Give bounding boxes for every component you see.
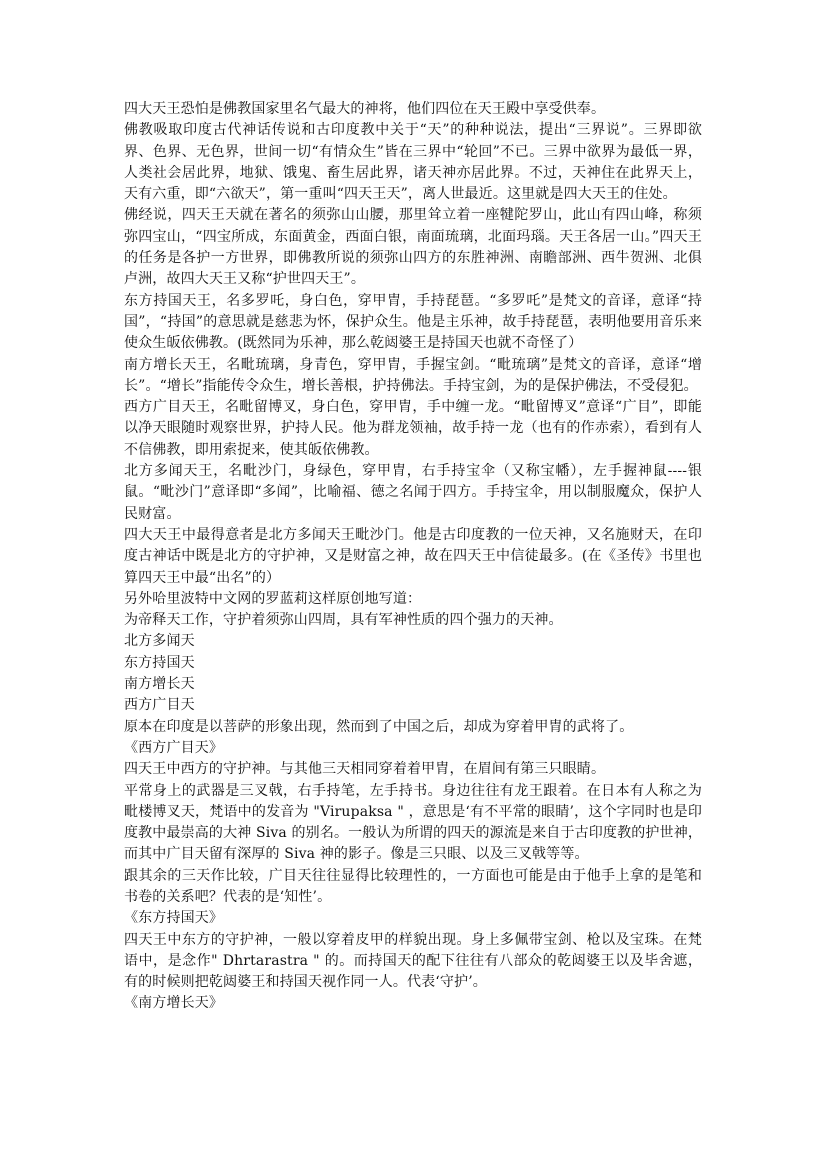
list-item-south: 南方增长天 [124,676,195,693]
origin-paragraph: 原本在印度是以菩萨的形象出现，然而到了中国之后，却成为穿着甲胄的武将了。 [124,718,634,735]
west-weapon-paragraph: 平常身上的武器是三叉戟，右手持笔，左手持书。身边往往有龙王跟着。在日本有人称之为毗楼博叉天，梵语中的发音为 "Virupaksa " ，意思是‘有不平常的眼睛’，这个字同时也是印度教中最崇高的大神 Siva 的别名。一般认为所谓的四天的源流是来自于古印度教的护世神，而其中广目天留有深厚的 Siva 神的影子。像是三只眼、以及三叉戟等等。 [124,782,702,863]
west-desc-paragraph: 四天王中西方的守护神。与其他三天相同穿着着甲胄，在眉间有第三只眼睛。 [124,761,606,778]
intro-paragraph: 四大天王恐怕是佛教国家里名气最大的神将，他们四位在天王殿中享受供奉。 [124,101,606,117]
quote-intro-paragraph: 另外哈里波特中文网的罗蓝莉这样原创地写道： [124,590,422,607]
west-heading: 《西方广目天》 [124,739,224,756]
three-realms-paragraph: 佛教吸取印度古代神话传说和古印度教中关于“天”的种种说法，提出“三界说”。三界即欲界、色界、无色界，世间一切“有情众生”皆在三界中“轮回”不已。三界中欲界为最低一界，人类社会居此界，地狱、饿鬼、畜生居此界，诸天神亦居此界。不过，天神住在此界天上，天有六重，即“六欲天”，第一重叫“四天王天”，离人世最近。这里就是四大天王的住处。 [124,122,702,203]
document-body [124,99,702,1015]
list-item-west: 西方广目天 [124,697,195,714]
vaisravana-paragraph: 四大天王中最得意者是北方多闻天王毗沙门。他是古印度教的一位天神，又名施财天，在印度古神话中既是北方的守护神，又是财富之神，故在四天王中信徒最多。(在《圣传》书里也算四天王中最“出名”的） [124,526,702,586]
list-item-east: 东方持国天 [124,654,195,671]
list-item-north: 北方多闻天 [124,633,195,650]
east-heading: 《东方持国天》 [124,910,224,927]
east-king-paragraph: 东方持国天王，名多罗吒，身白色，穿甲胄，手持琵琶。“多罗吒”是梵文的音译，意译“持国”，“持国”的意思就是慈悲为怀，保护众生。他是主乐神，故手持琵琶，表明他要用音乐来使众生皈依佛教。(既然同为乐神，那么乾闼婆王是持国天也就不奇怪了） [124,292,702,352]
east-desc-paragraph: 四天王中东方的守护神，一般以穿着皮甲的样貌出现。身上多佩带宝剑、枪以及宝珠。在梵语中，是念作" Dhrtarastra " 的。而持国天的配下往往有八部众的乾闼婆王以及毕舍遮，有的时候则把乾闼婆王和持国天视作同一人。代表‘守护’。 [124,931,702,991]
south-king-paragraph: 南方增长天王，名毗琉璃，身青色，穿甲胄，手握宝剑。“毗琉璃”是梵文的音译，意译“增长”。“增长”指能传令众生，增长善根，护持佛法。手持宝剑，为的是保护佛法，不受侵犯。 [124,356,702,394]
sumeru-paragraph: 佛经说，四天王天就在著名的须弥山山腰，那里耸立着一座犍陀罗山，此山有四山峰，称须弥四宝山，“四宝所成，东面黄金，西面白银，南面琉璃，北面玛瑙。天王各居一山。”四天王的任务是各护一方世界，即佛教所说的须弥山四方的东胜神洲、南瞻部洲、西牛贺洲、北俱卢洲，故四大天王又称“护世四天王”。 [124,207,702,288]
west-compare-paragraph: 跟其余的三天作比较，广目天往往显得比较理性的，一方面也可能是由于他手上拿的是笔和书卷的关系吧？代表的是‘知性’。 [124,867,702,905]
west-king-paragraph: 西方广目天王，名毗留博叉，身白色，穿甲胄，手中缠一龙。“毗留博叉”意译“广目”，即能以净天眼随时观察世界，护持人民。他为群龙领袖，故手持一龙（也有的作赤索），看到有人不信佛教，即用索捉来，使其皈依佛教。 [124,399,702,458]
north-king-paragraph: 北方多闻天王，名毗沙门，身绿色，穿甲胄，右手持宝伞（又称宝幡），左手握神鼠----银鼠。“毗沙门”意译即“多闻”，比喻福、德之名闻于四方。手持宝伞，用以制服魔众，保护人民财富。 [124,463,702,522]
south-heading: 《南方增长天》 [124,995,224,1012]
quote-summary-paragraph: 为帝释天工作，守护着须弥山四周，具有军神性质的四个强力的天神。 [124,612,563,629]
